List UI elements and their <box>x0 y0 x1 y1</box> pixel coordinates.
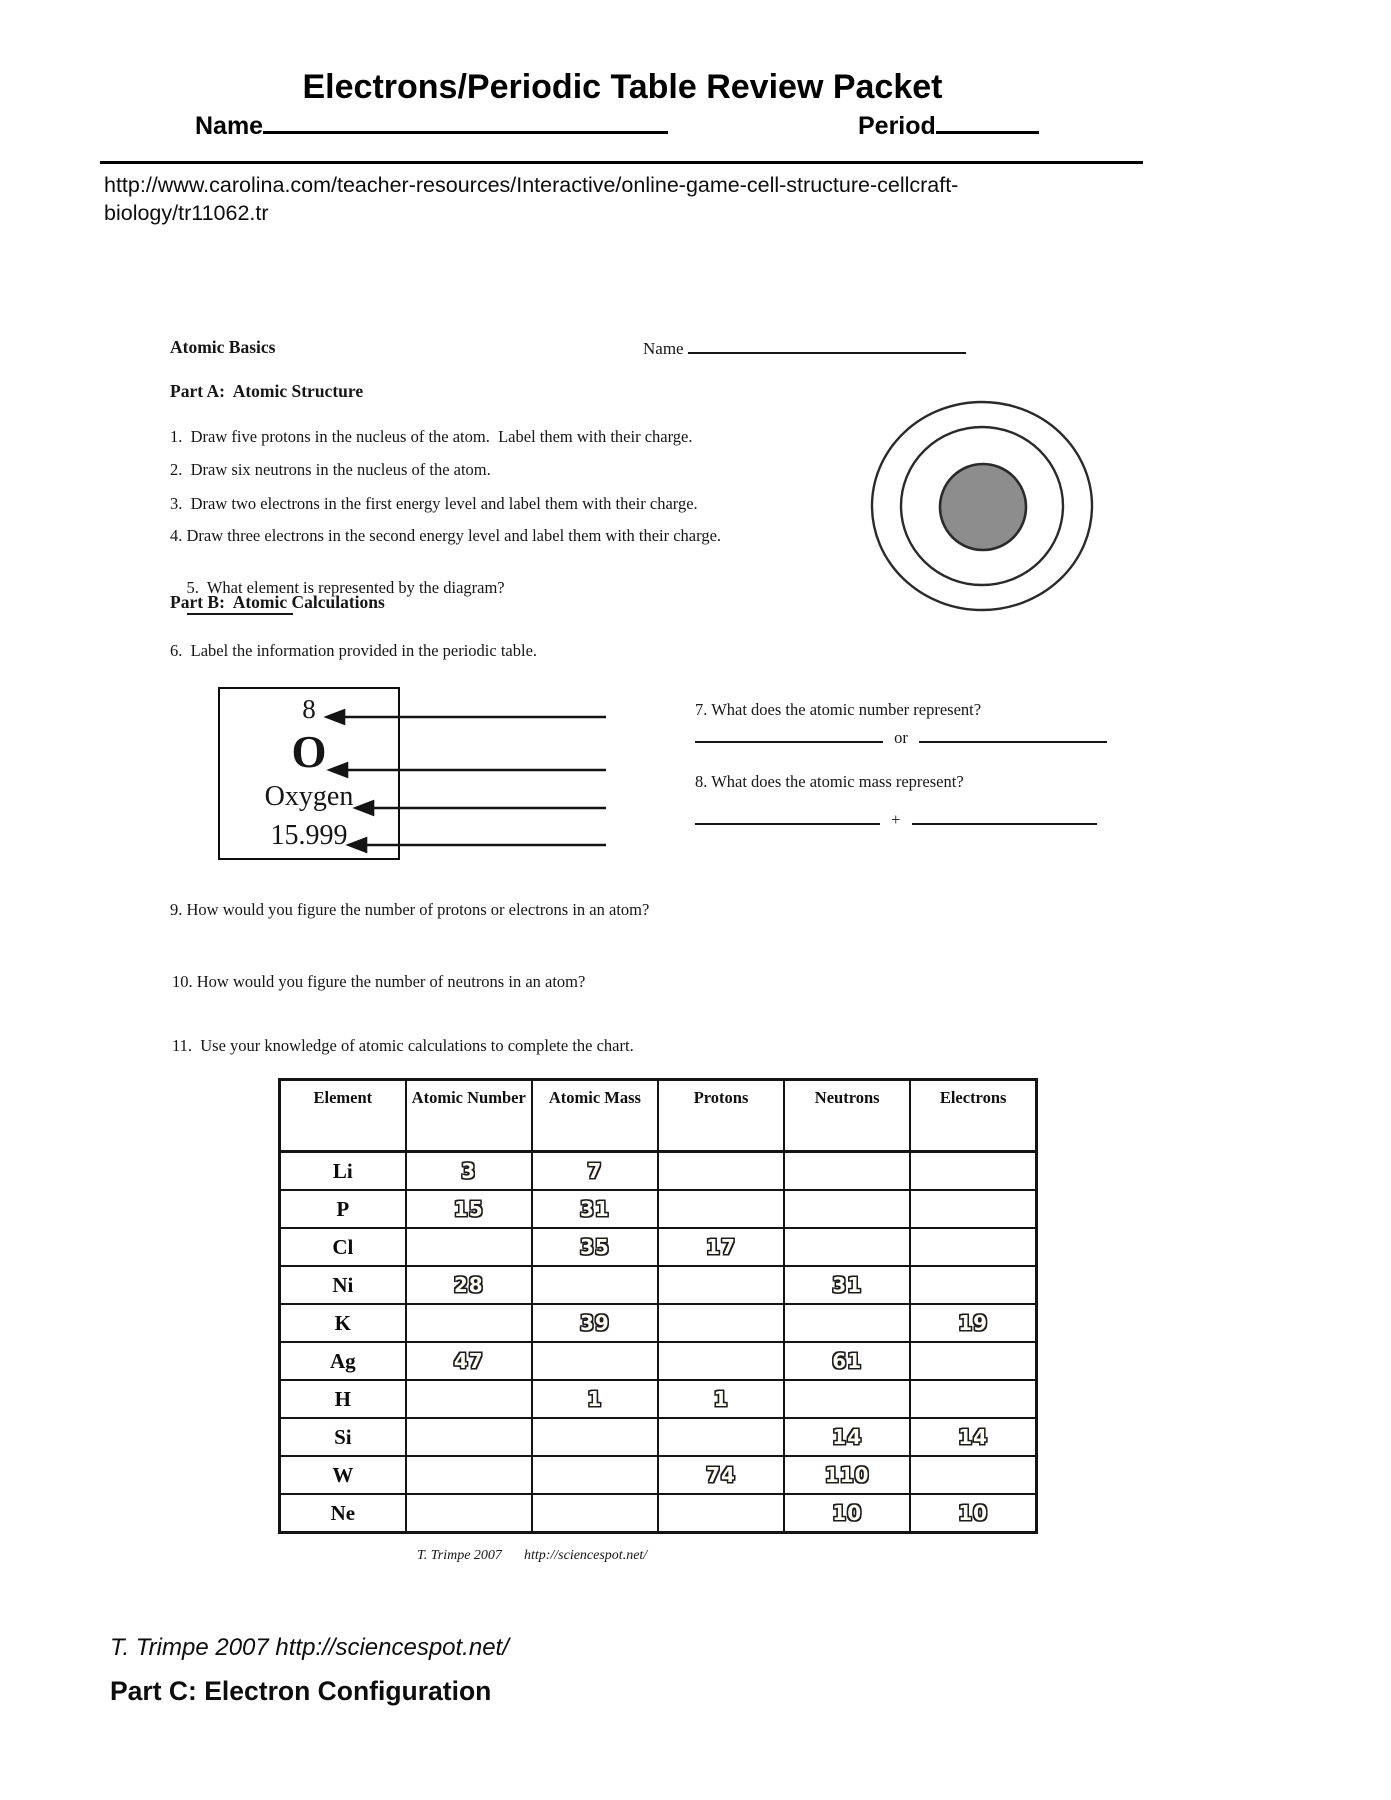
cell-value <box>406 1228 532 1266</box>
element-symbol: O <box>291 727 327 777</box>
cell-value: 1 <box>658 1380 784 1418</box>
cell-value <box>532 1494 658 1533</box>
question-6: 6. Label the information provided in the periodic table. <box>170 641 538 660</box>
name-line <box>195 109 668 141</box>
atomic-chart <box>278 1078 1038 1534</box>
question-7-blanks <box>695 726 1107 748</box>
cell-value <box>532 1456 658 1494</box>
arrow-icon <box>356 802 373 815</box>
question-10: 10. How would you figure the number of neutrons in an atom? <box>172 972 586 991</box>
question-2: 2. Draw six neutrons in the nucleus of the atom. <box>170 460 491 479</box>
cell-value <box>658 1342 784 1380</box>
cell-value: 39 <box>532 1304 658 1342</box>
part-c-heading: Part C: Electron Configuration <box>110 1676 492 1706</box>
table-row <box>280 1342 1037 1380</box>
cell-element-symbol: K <box>280 1304 406 1342</box>
cell-element-symbol: Si <box>280 1418 406 1456</box>
cell-element-symbol: Li <box>280 1152 406 1191</box>
name-label: Name <box>195 112 264 140</box>
question-9: 9. How would you figure the number of protons or electrons in an atom? <box>170 900 650 919</box>
question-8-blank-1 <box>695 808 880 825</box>
element-atomic-mass: 15.999 <box>270 820 348 851</box>
cell-element-symbol: W <box>280 1456 406 1494</box>
column-header: Atomic Mass <box>532 1080 658 1152</box>
question-8-plus: + <box>891 810 901 829</box>
question-7-or: or <box>894 728 908 747</box>
arrow-icon <box>330 764 347 777</box>
question-7-blank-1 <box>695 726 883 743</box>
cell-value: 19 <box>910 1304 1036 1342</box>
cell-value: 47 <box>406 1342 532 1380</box>
column-header: Electrons <box>910 1080 1036 1152</box>
part-b-heading: Part B: Atomic Calculations <box>170 592 385 612</box>
cell-value <box>658 1266 784 1304</box>
period-blank <box>936 109 1039 134</box>
column-header: Protons <box>658 1080 784 1152</box>
table-row <box>280 1456 1037 1494</box>
label-arrows <box>315 695 615 865</box>
cell-value <box>910 1228 1036 1266</box>
part-a-heading: Part A: Atomic Structure <box>170 381 364 401</box>
cell-value <box>784 1304 910 1342</box>
worksheet-name-label: Name <box>643 339 684 358</box>
nucleus-circle <box>940 464 1026 550</box>
question-4: 4. Draw three electrons in the second energy level and label them with their charge. <box>170 526 722 545</box>
element-name: Oxygen <box>264 781 354 812</box>
cell-element-symbol: Ag <box>280 1342 406 1380</box>
table-row <box>280 1494 1037 1533</box>
cell-value: 3 <box>406 1152 532 1191</box>
cell-value <box>532 1342 658 1380</box>
cell-value <box>658 1494 784 1533</box>
footer-credit: T. Trimpe 2007 http://sciencespot.net/ <box>110 1634 509 1661</box>
cell-value <box>406 1304 532 1342</box>
name-blank <box>263 109 668 134</box>
worksheet-credit-name: T. Trimpe 2007 <box>417 1548 502 1563</box>
question-11: 11. Use your knowledge of atomic calculations to complete the chart. <box>172 1036 634 1055</box>
table-row <box>280 1418 1037 1456</box>
cell-value <box>910 1380 1036 1418</box>
cell-element-symbol: Cl <box>280 1228 406 1266</box>
table-row <box>280 1304 1037 1342</box>
arrow-icon <box>349 839 366 852</box>
cell-value <box>910 1152 1036 1191</box>
cell-value: 17 <box>658 1228 784 1266</box>
table-row <box>280 1266 1037 1304</box>
table-row <box>280 1152 1037 1191</box>
cell-value <box>910 1342 1036 1380</box>
cell-value <box>658 1418 784 1456</box>
atom-diagram <box>860 385 1110 630</box>
column-header: Atomic Number <box>406 1080 532 1152</box>
question-1: 1. Draw five protons in the nucleus of the atom. Label them with their charge. <box>170 427 693 446</box>
cell-value: 28 <box>406 1266 532 1304</box>
cell-value <box>532 1418 658 1456</box>
column-header: Element <box>280 1080 406 1152</box>
cell-value <box>658 1304 784 1342</box>
cell-value <box>910 1266 1036 1304</box>
cell-value: 31 <box>532 1190 658 1228</box>
cell-value: 110 <box>784 1456 910 1494</box>
worksheet-credit <box>417 1548 647 1564</box>
worksheet-credit-url: http://sciencespot.net/ <box>523 1548 648 1563</box>
cell-value: 31 <box>784 1266 910 1304</box>
period-line <box>858 109 1039 141</box>
cell-value <box>784 1380 910 1418</box>
worksheet-title: Atomic Basics <box>170 337 276 357</box>
cell-value <box>784 1152 910 1191</box>
question-8-blank-2 <box>912 808 1097 825</box>
cell-value <box>406 1418 532 1456</box>
cell-value <box>910 1190 1036 1228</box>
cell-value: 7 <box>532 1152 658 1191</box>
cell-element-symbol: P <box>280 1190 406 1228</box>
cell-value: 61 <box>784 1342 910 1380</box>
cell-value <box>910 1456 1036 1494</box>
arrow-icon <box>327 711 344 724</box>
table-header-row <box>280 1080 1037 1152</box>
cell-value: 15 <box>406 1190 532 1228</box>
cell-value <box>406 1456 532 1494</box>
cell-value <box>784 1228 910 1266</box>
cell-element-symbol: H <box>280 1380 406 1418</box>
cell-value <box>784 1190 910 1228</box>
table-row <box>280 1380 1037 1418</box>
element-atomic-number: 8 <box>302 694 316 724</box>
period-label: Period <box>858 112 936 140</box>
worksheet-name-line <box>643 337 966 359</box>
question-7-blank-2 <box>919 726 1107 743</box>
question-8-blanks <box>695 808 1097 830</box>
divider-rule <box>100 161 1143 164</box>
cell-value <box>658 1190 784 1228</box>
cell-value: 74 <box>658 1456 784 1494</box>
question-5-text: 5. What element is represented by the diagram? <box>186 578 505 597</box>
question-7: 7. What does the atomic number represent? <box>695 700 982 719</box>
cell-value <box>406 1380 532 1418</box>
cell-value: 10 <box>784 1494 910 1533</box>
cell-element-symbol: Ne <box>280 1494 406 1533</box>
page-title: Electrons/Periodic Table Review Packet <box>302 68 943 106</box>
question-3: 3. Draw two electrons in the first energy level and label them with their charge. <box>170 494 698 513</box>
cell-element-symbol: Ni <box>280 1266 406 1304</box>
cell-value: 10 <box>910 1494 1036 1533</box>
cell-value <box>532 1266 658 1304</box>
cell-value: 35 <box>532 1228 658 1266</box>
cell-value: 14 <box>784 1418 910 1456</box>
cell-value <box>658 1152 784 1191</box>
resource-url: http://www.carolina.com/teacher-resources/Interactive/online-game-cell-structure-cellcraft-biology/tr11062.tr <box>104 173 959 226</box>
worksheet-name-blank <box>688 337 966 354</box>
table-row <box>280 1228 1037 1266</box>
question-8: 8. What does the atomic mass represent? <box>695 772 964 791</box>
table-row <box>280 1190 1037 1228</box>
cell-value: 1 <box>532 1380 658 1418</box>
cell-value <box>406 1494 532 1533</box>
cell-value: 14 <box>910 1418 1036 1456</box>
column-header: Neutrons <box>784 1080 910 1152</box>
